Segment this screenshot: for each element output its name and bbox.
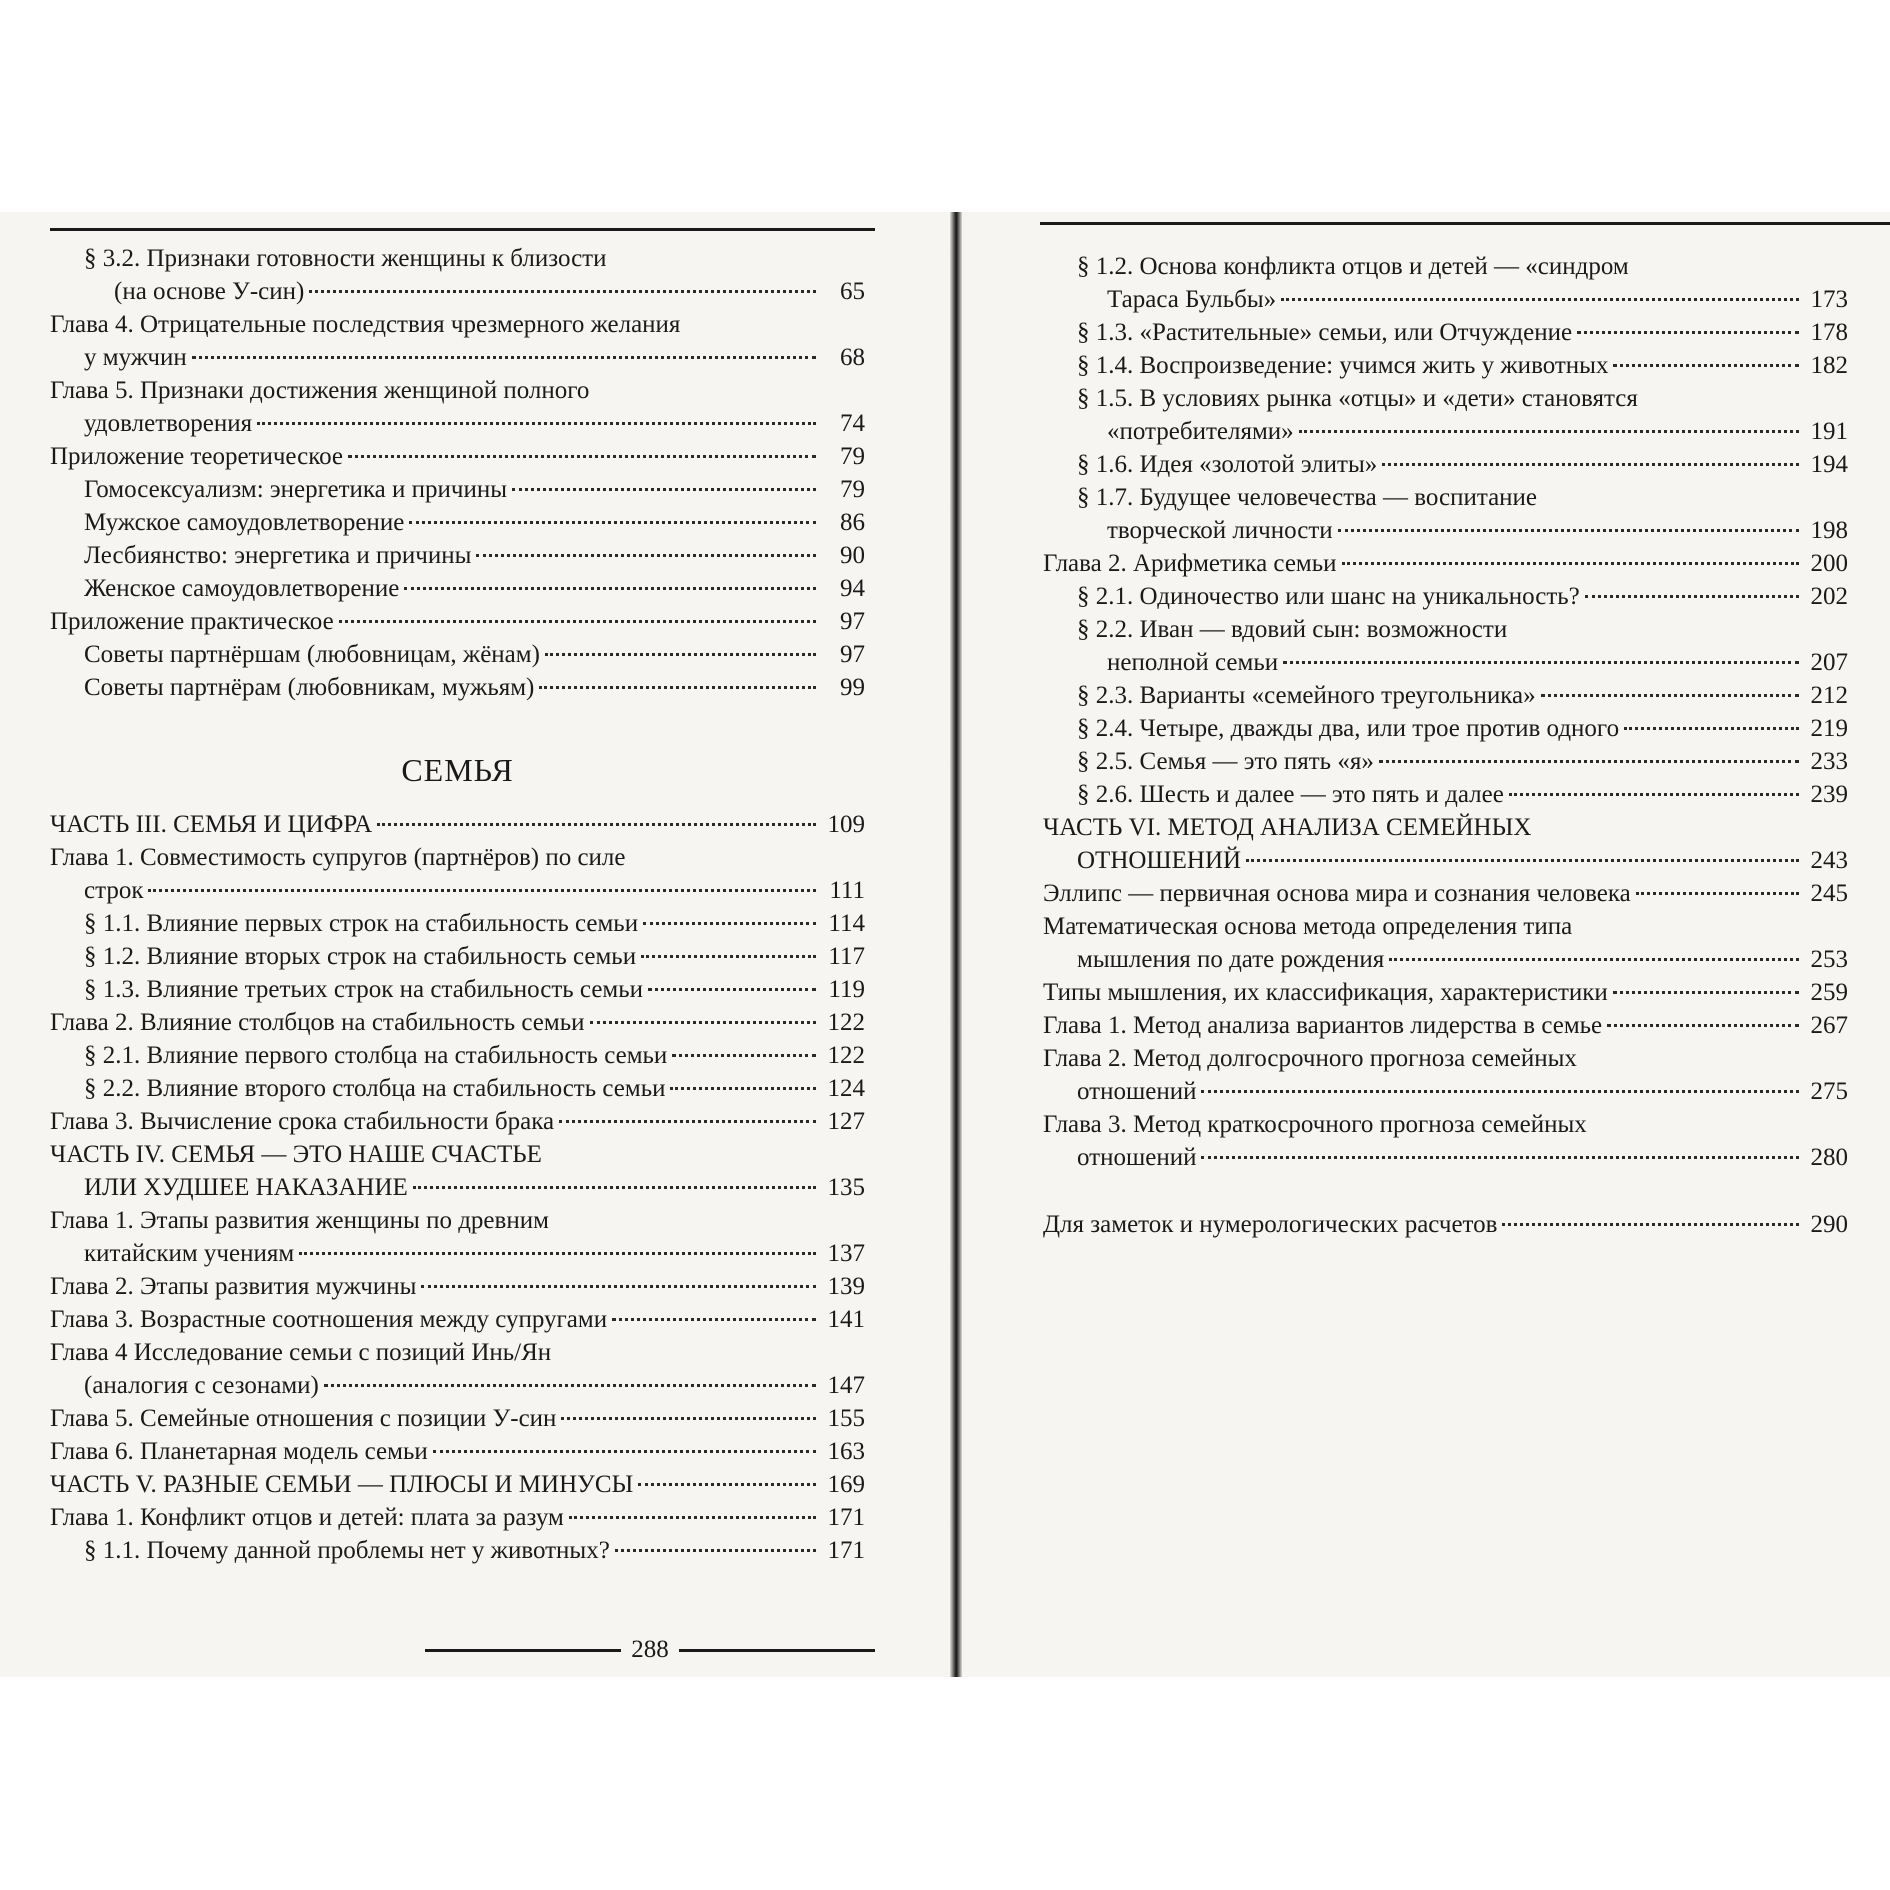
toc-entry-page: 86 <box>840 509 865 536</box>
dot-leader <box>648 988 816 991</box>
toc-entry-title: Женское самоудовлетворение <box>84 575 400 602</box>
toc-entry <box>50 1336 865 1369</box>
toc-entry-title: строк <box>84 877 144 904</box>
toc-entry-title: Приложение теоретическое <box>50 443 344 470</box>
toc-entry-title: Приложение практическое <box>50 608 334 635</box>
toc-entry-page: 259 <box>1810 979 1848 1006</box>
toc-entry-page: 117 <box>828 943 865 970</box>
toc-entry-title: Для заметок и нумерологических расчетов <box>1043 1211 1498 1238</box>
toc-entry <box>1043 283 1848 316</box>
dot-leader <box>409 521 816 524</box>
toc-entry-page: 97 <box>840 608 865 635</box>
left-toc-top <box>50 242 865 704</box>
toc-entry <box>1043 415 1848 448</box>
toc-entry-title: Типы мышления, их классификация, характеристики <box>1043 979 1608 1006</box>
toc-entry-page: 79 <box>840 476 865 503</box>
toc-entry-title: Глава 3. Возрастные соотношения между супругами <box>50 1306 608 1333</box>
toc-entry <box>1043 910 1848 943</box>
toc-entry <box>50 1534 865 1567</box>
toc-entry-title: Мужское самоудовлетворение <box>84 509 405 536</box>
toc-entry-title: Глава 6. Планетарная модель семьи <box>50 1438 428 1465</box>
toc-entry-title: у мужчин <box>84 344 187 371</box>
toc-entry <box>1043 1208 1848 1241</box>
toc-entry <box>50 308 865 341</box>
toc-entry-title: отношений <box>1077 1078 1197 1105</box>
toc-entry <box>50 940 865 973</box>
toc-entry-page: 198 <box>1810 517 1848 544</box>
dot-leader <box>638 1483 816 1486</box>
toc-entry-page: 267 <box>1810 1012 1848 1039</box>
toc-entry <box>50 1435 865 1468</box>
toc-entry-title: ОТНОШЕНИЙ <box>1077 847 1242 874</box>
toc-entry <box>1043 1108 1848 1141</box>
toc-entry <box>1043 943 1848 976</box>
toc-entry-title: ЧАСТЬ III. СЕМЬЯ И ЦИФРА <box>50 811 373 838</box>
toc-entry-page: 122 <box>827 1009 865 1036</box>
dot-leader <box>1502 1223 1799 1226</box>
toc-entry-title: § 1.4. Воспроизведение: учимся жить у животных <box>1077 352 1609 379</box>
toc-entry-title: § 2.2. Иван — вдовий сын: возможности <box>1077 616 1508 643</box>
toc-entry-page: 119 <box>828 976 865 1003</box>
toc-entry <box>1043 613 1848 646</box>
toc-entry <box>50 1105 865 1138</box>
dot-leader <box>1389 958 1799 961</box>
toc-entry <box>50 1237 865 1270</box>
dot-leader <box>1636 892 1799 895</box>
toc-entry <box>50 539 865 572</box>
toc-entry-title: Математическая основа метода определения типа <box>1043 913 1573 940</box>
page-number: 288 <box>631 1636 669 1663</box>
toc-entry-title: китайским учениям <box>84 1240 295 1267</box>
dot-leader <box>433 1450 816 1453</box>
toc-entry <box>50 1039 865 1072</box>
toc-entry-title: (аналогия с сезонами) <box>84 1372 319 1399</box>
toc-entry-title: § 2.4. Четыре, дважды два, или трое против одного <box>1077 715 1620 742</box>
folio-rule-right <box>679 1649 875 1652</box>
toc-entry-page: 68 <box>840 344 865 371</box>
toc-entry <box>1043 580 1848 613</box>
toc-entry-title: § 1.2. Влияние вторых строк на стабильность семьи <box>84 943 637 970</box>
toc-entry-title: Глава 1. Метод анализа вариантов лидерства в семье <box>1043 1012 1603 1039</box>
toc-entry <box>1043 349 1848 382</box>
toc-entry-page: 135 <box>827 1174 865 1201</box>
dot-leader <box>1613 991 1799 994</box>
toc-entry <box>1043 976 1848 1009</box>
toc-entry-page: 212 <box>1810 682 1848 709</box>
toc-entry-title: § 1.3. Влияние третьих строк на стабильность семьи <box>84 976 644 1003</box>
toc-entry <box>1043 712 1848 745</box>
toc-entry <box>50 841 865 874</box>
dot-leader <box>545 653 816 656</box>
toc-entry-title: § 2.1. Одиночество или шанс на уникальность? <box>1077 583 1580 610</box>
dot-leader <box>1342 562 1799 565</box>
toc-entry <box>1043 844 1848 877</box>
toc-entry-title: удовлетворения <box>84 410 253 437</box>
toc-entry-page: 147 <box>827 1372 865 1399</box>
toc-entry-title: Лесбиянство: энергетика и причины <box>84 542 472 569</box>
toc-entry-title: неполной семьи <box>1107 649 1279 676</box>
toc-entry <box>1043 514 1848 547</box>
toc-entry <box>50 1072 865 1105</box>
right-page <box>1043 250 1848 1241</box>
toc-entry-title: Глава 3. Метод краткосрочного прогноза семейных <box>1043 1111 1587 1138</box>
dot-leader <box>1613 364 1799 367</box>
toc-entry-page: 173 <box>1810 286 1848 313</box>
toc-entry-title: § 1.5. В условиях рынка «отцы» и «дети» становятся <box>1077 385 1638 412</box>
toc-entry-title: Глава 2. Этапы развития мужчины <box>50 1273 417 1300</box>
dot-leader <box>670 1087 816 1090</box>
toc-entry <box>1043 481 1848 514</box>
toc-entry-page: 233 <box>1810 748 1848 775</box>
toc-entry-page: 178 <box>1810 319 1848 346</box>
toc-entry-title: Глава 1. Конфликт отцов и детей: плата за разум <box>50 1504 564 1531</box>
toc-entry-title: (на основе У-син) <box>114 278 305 305</box>
dot-leader <box>1541 694 1799 697</box>
toc-entry <box>50 1369 865 1402</box>
toc-entry <box>1043 250 1848 283</box>
toc-entry <box>50 374 865 407</box>
toc-entry <box>50 1303 865 1336</box>
dot-leader <box>1299 430 1799 433</box>
toc-entry-page: 109 <box>827 811 865 838</box>
book-gutter <box>950 212 962 1677</box>
toc-entry-page: 124 <box>827 1075 865 1102</box>
dot-leader <box>257 422 816 425</box>
dot-leader <box>641 955 816 958</box>
toc-entry-page: 171 <box>827 1504 865 1531</box>
toc-entry-title: Гомосексуализм: энергетика и причины <box>84 476 508 503</box>
dot-leader <box>299 1252 816 1255</box>
toc-entry <box>1043 745 1848 778</box>
toc-entry-page: 122 <box>827 1042 865 1069</box>
dot-leader <box>569 1516 816 1519</box>
toc-entry-page: 182 <box>1810 352 1848 379</box>
dot-leader <box>1607 1024 1799 1027</box>
toc-entry-title: § 1.3. «Растительные» семьи, или Отчуждение <box>1077 319 1573 346</box>
toc-entry-title: Тараса Бульбы» <box>1107 286 1277 313</box>
dot-leader <box>1379 760 1799 763</box>
dot-leader <box>1201 1156 1799 1159</box>
toc-entry-title: Эллипс — первичная основа мира и сознания человека <box>1043 880 1631 907</box>
toc-entry-page: 290 <box>1810 1211 1848 1238</box>
toc-entry <box>50 275 865 308</box>
spacer <box>1043 1174 1848 1208</box>
dot-leader <box>539 686 816 689</box>
toc-entry <box>50 572 865 605</box>
toc-entry-page: 239 <box>1810 781 1848 808</box>
dot-leader <box>512 488 816 491</box>
toc-entry <box>1043 382 1848 415</box>
dot-leader <box>421 1285 816 1288</box>
toc-entry-title: § 2.5. Семья — это пять «я» <box>1077 748 1374 775</box>
toc-entry-title: творческой личности <box>1107 517 1333 544</box>
dot-leader <box>643 922 816 925</box>
dot-leader <box>339 620 816 623</box>
toc-entry <box>1043 547 1848 580</box>
toc-entry-title: Глава 4. Отрицательные последствия чрезмерного желания <box>50 311 681 338</box>
dot-leader <box>404 587 816 590</box>
dot-leader <box>476 554 816 557</box>
dot-leader <box>615 1549 816 1552</box>
toc-entry-page: 253 <box>1810 946 1848 973</box>
dot-leader <box>192 356 816 359</box>
toc-entry <box>1043 316 1848 349</box>
toc-entry <box>50 506 865 539</box>
dot-leader <box>1338 529 1799 532</box>
toc-entry-title: § 1.2. Основа конфликта отцов и детей — «синдром <box>1077 253 1629 280</box>
dot-leader <box>1585 595 1799 598</box>
toc-entry <box>1043 1141 1848 1174</box>
toc-entry-title: «потребителями» <box>1107 418 1294 445</box>
toc-entry-title: ЧАСТЬ IV. СЕМЬЯ — ЭТО НАШЕ СЧАСТЬЕ <box>50 1141 542 1168</box>
section-title: СЕМЬЯ <box>401 752 514 788</box>
toc-entry <box>1043 811 1848 844</box>
dot-leader <box>672 1054 816 1057</box>
toc-entry <box>1043 778 1848 811</box>
toc-entry-page: 90 <box>840 542 865 569</box>
toc-entry <box>50 242 865 275</box>
dot-leader <box>561 1417 816 1420</box>
toc-entry-title: отношений <box>1077 1144 1197 1171</box>
toc-entry-page: 79 <box>840 443 865 470</box>
left-toc-bottom <box>50 808 865 1567</box>
toc-entry <box>1043 1075 1848 1108</box>
toc-entry <box>50 973 865 1006</box>
folio-rule-left <box>425 1649 621 1652</box>
toc-entry <box>50 1171 865 1204</box>
toc-entry <box>50 440 865 473</box>
toc-entry-title: ИЛИ ХУДШЕЕ НАКАЗАНИЕ <box>84 1174 408 1201</box>
toc-entry-title: § 1.1. Влияние первых строк на стабильность семьи <box>84 910 639 937</box>
toc-entry-title: Советы партнёрам (любовникам, мужьям) <box>84 674 535 701</box>
toc-entry <box>1043 679 1848 712</box>
right-toc <box>1043 250 1848 1174</box>
toc-entry-title: Глава 4 Исследование семьи с позиций Инь/Ян <box>50 1339 552 1366</box>
toc-entry-title: ЧАСТЬ V. РАЗНЫЕ СЕМЬИ — ПЛЮСЫ И МИНУСЫ <box>50 1471 634 1498</box>
left-top-rule <box>50 228 875 231</box>
toc-entry <box>50 638 865 671</box>
dot-leader <box>590 1021 817 1024</box>
toc-entry <box>50 1138 865 1171</box>
toc-entry-title: мышления по дате рождения <box>1077 946 1385 973</box>
dot-leader <box>1382 463 1799 466</box>
toc-entry-page: 200 <box>1810 550 1848 577</box>
toc-entry-title: § 1.1. Почему данной проблемы нет у животных? <box>84 1537 610 1564</box>
dot-leader <box>324 1384 816 1387</box>
toc-entry <box>50 407 865 440</box>
dot-leader <box>1283 661 1799 664</box>
toc-entry <box>50 671 865 704</box>
left-page <box>50 242 865 1567</box>
toc-entry-title: § 2.1. Влияние первого столбца на стабильность семьи <box>84 1042 668 1069</box>
dot-leader <box>612 1318 816 1321</box>
toc-entry-title: Глава 5. Признаки достижения женщиной полного <box>50 377 590 404</box>
toc-entry-page: 280 <box>1810 1144 1848 1171</box>
toc-entry <box>50 1270 865 1303</box>
toc-entry-page: 114 <box>828 910 865 937</box>
toc-entry <box>50 1402 865 1435</box>
toc-entry-title: Советы партнёршам (любовницам, жёнам) <box>84 641 540 668</box>
dot-leader <box>377 823 816 826</box>
toc-entry-page: 137 <box>827 1240 865 1267</box>
toc-entry <box>50 907 865 940</box>
toc-entry-title: Глава 2. Арифметика семьи <box>1043 550 1337 577</box>
toc-entry-title: § 2.3. Варианты «семейного треугольника» <box>1077 682 1536 709</box>
toc-entry <box>50 341 865 374</box>
dot-leader <box>1624 727 1799 730</box>
dot-leader <box>1246 859 1799 862</box>
toc-entry <box>50 808 865 841</box>
toc-entry-title: § 1.7. Будущее человечества — воспитание <box>1077 484 1538 511</box>
toc-entry-page: 139 <box>827 1273 865 1300</box>
toc-entry-page: 171 <box>827 1537 865 1564</box>
toc-entry-page: 194 <box>1810 451 1848 478</box>
dot-leader <box>309 290 816 293</box>
toc-entry <box>50 874 865 907</box>
toc-entry-page: 97 <box>840 641 865 668</box>
toc-entry-page: 141 <box>827 1306 865 1333</box>
dot-leader <box>1201 1090 1799 1093</box>
toc-entry <box>1043 646 1848 679</box>
toc-entry-page: 99 <box>840 674 865 701</box>
dot-leader <box>1577 331 1799 334</box>
dot-leader <box>1281 298 1799 301</box>
dot-leader <box>348 455 816 458</box>
right-toc-final <box>1043 1208 1848 1241</box>
toc-entry <box>1043 877 1848 910</box>
toc-entry-page: 169 <box>827 1471 865 1498</box>
toc-entry-title: § 1.6. Идея «золотой элиты» <box>1077 451 1378 478</box>
toc-entry-page: 111 <box>829 877 865 904</box>
dot-leader <box>1509 793 1799 796</box>
toc-entry-page: 275 <box>1810 1078 1848 1105</box>
dot-leader <box>413 1186 816 1189</box>
right-top-rule <box>1040 222 1890 225</box>
toc-entry-page: 245 <box>1810 880 1848 907</box>
page-folio <box>425 1636 875 1664</box>
toc-entry <box>50 1006 865 1039</box>
toc-entry-page: 219 <box>1810 715 1848 742</box>
toc-entry-title: § 2.6. Шесть и далее — это пять и далее <box>1077 781 1504 808</box>
toc-entry-title: ЧАСТЬ VI. МЕТОД АНАЛИЗА СЕМЕЙНЫХ <box>1043 814 1532 841</box>
toc-entry-page: 243 <box>1810 847 1848 874</box>
toc-entry-title: § 3.2. Признаки готовности женщины к близости <box>84 245 607 272</box>
toc-entry-page: 191 <box>1810 418 1848 445</box>
toc-entry <box>50 605 865 638</box>
toc-entry-page: 74 <box>840 410 865 437</box>
toc-entry-title: Глава 3. Вычисление срока стабильности брака <box>50 1108 555 1135</box>
toc-entry-title: Глава 2. Влияние столбцов на стабильность семьи <box>50 1009 585 1036</box>
toc-entry <box>1043 448 1848 481</box>
toc-entry <box>50 1468 865 1501</box>
toc-entry-page: 207 <box>1810 649 1848 676</box>
toc-entry-title: Глава 2. Метод долгосрочного прогноза семейных <box>1043 1045 1577 1072</box>
toc-entry-page: 202 <box>1810 583 1848 610</box>
toc-entry-title: Глава 1. Совместимость супругов (партнёров) по силе <box>50 844 626 871</box>
toc-entry-page: 127 <box>827 1108 865 1135</box>
toc-entry <box>50 1501 865 1534</box>
toc-entry <box>1043 1042 1848 1075</box>
toc-entry-page: 65 <box>840 278 865 305</box>
toc-entry-page: 155 <box>827 1405 865 1432</box>
toc-entry-title: Глава 1. Этапы развития женщины по древним <box>50 1207 549 1234</box>
toc-entry-page: 163 <box>827 1438 865 1465</box>
toc-entry-title: § 2.2. Влияние второго столбца на стабильность семьи <box>84 1075 666 1102</box>
toc-entry <box>50 473 865 506</box>
dot-leader <box>148 889 816 892</box>
dot-leader <box>559 1120 816 1123</box>
toc-entry-page: 94 <box>840 575 865 602</box>
toc-entry <box>50 1204 865 1237</box>
toc-entry-title: Глава 5. Семейные отношения с позиции У-син <box>50 1405 557 1432</box>
toc-entry <box>1043 1009 1848 1042</box>
